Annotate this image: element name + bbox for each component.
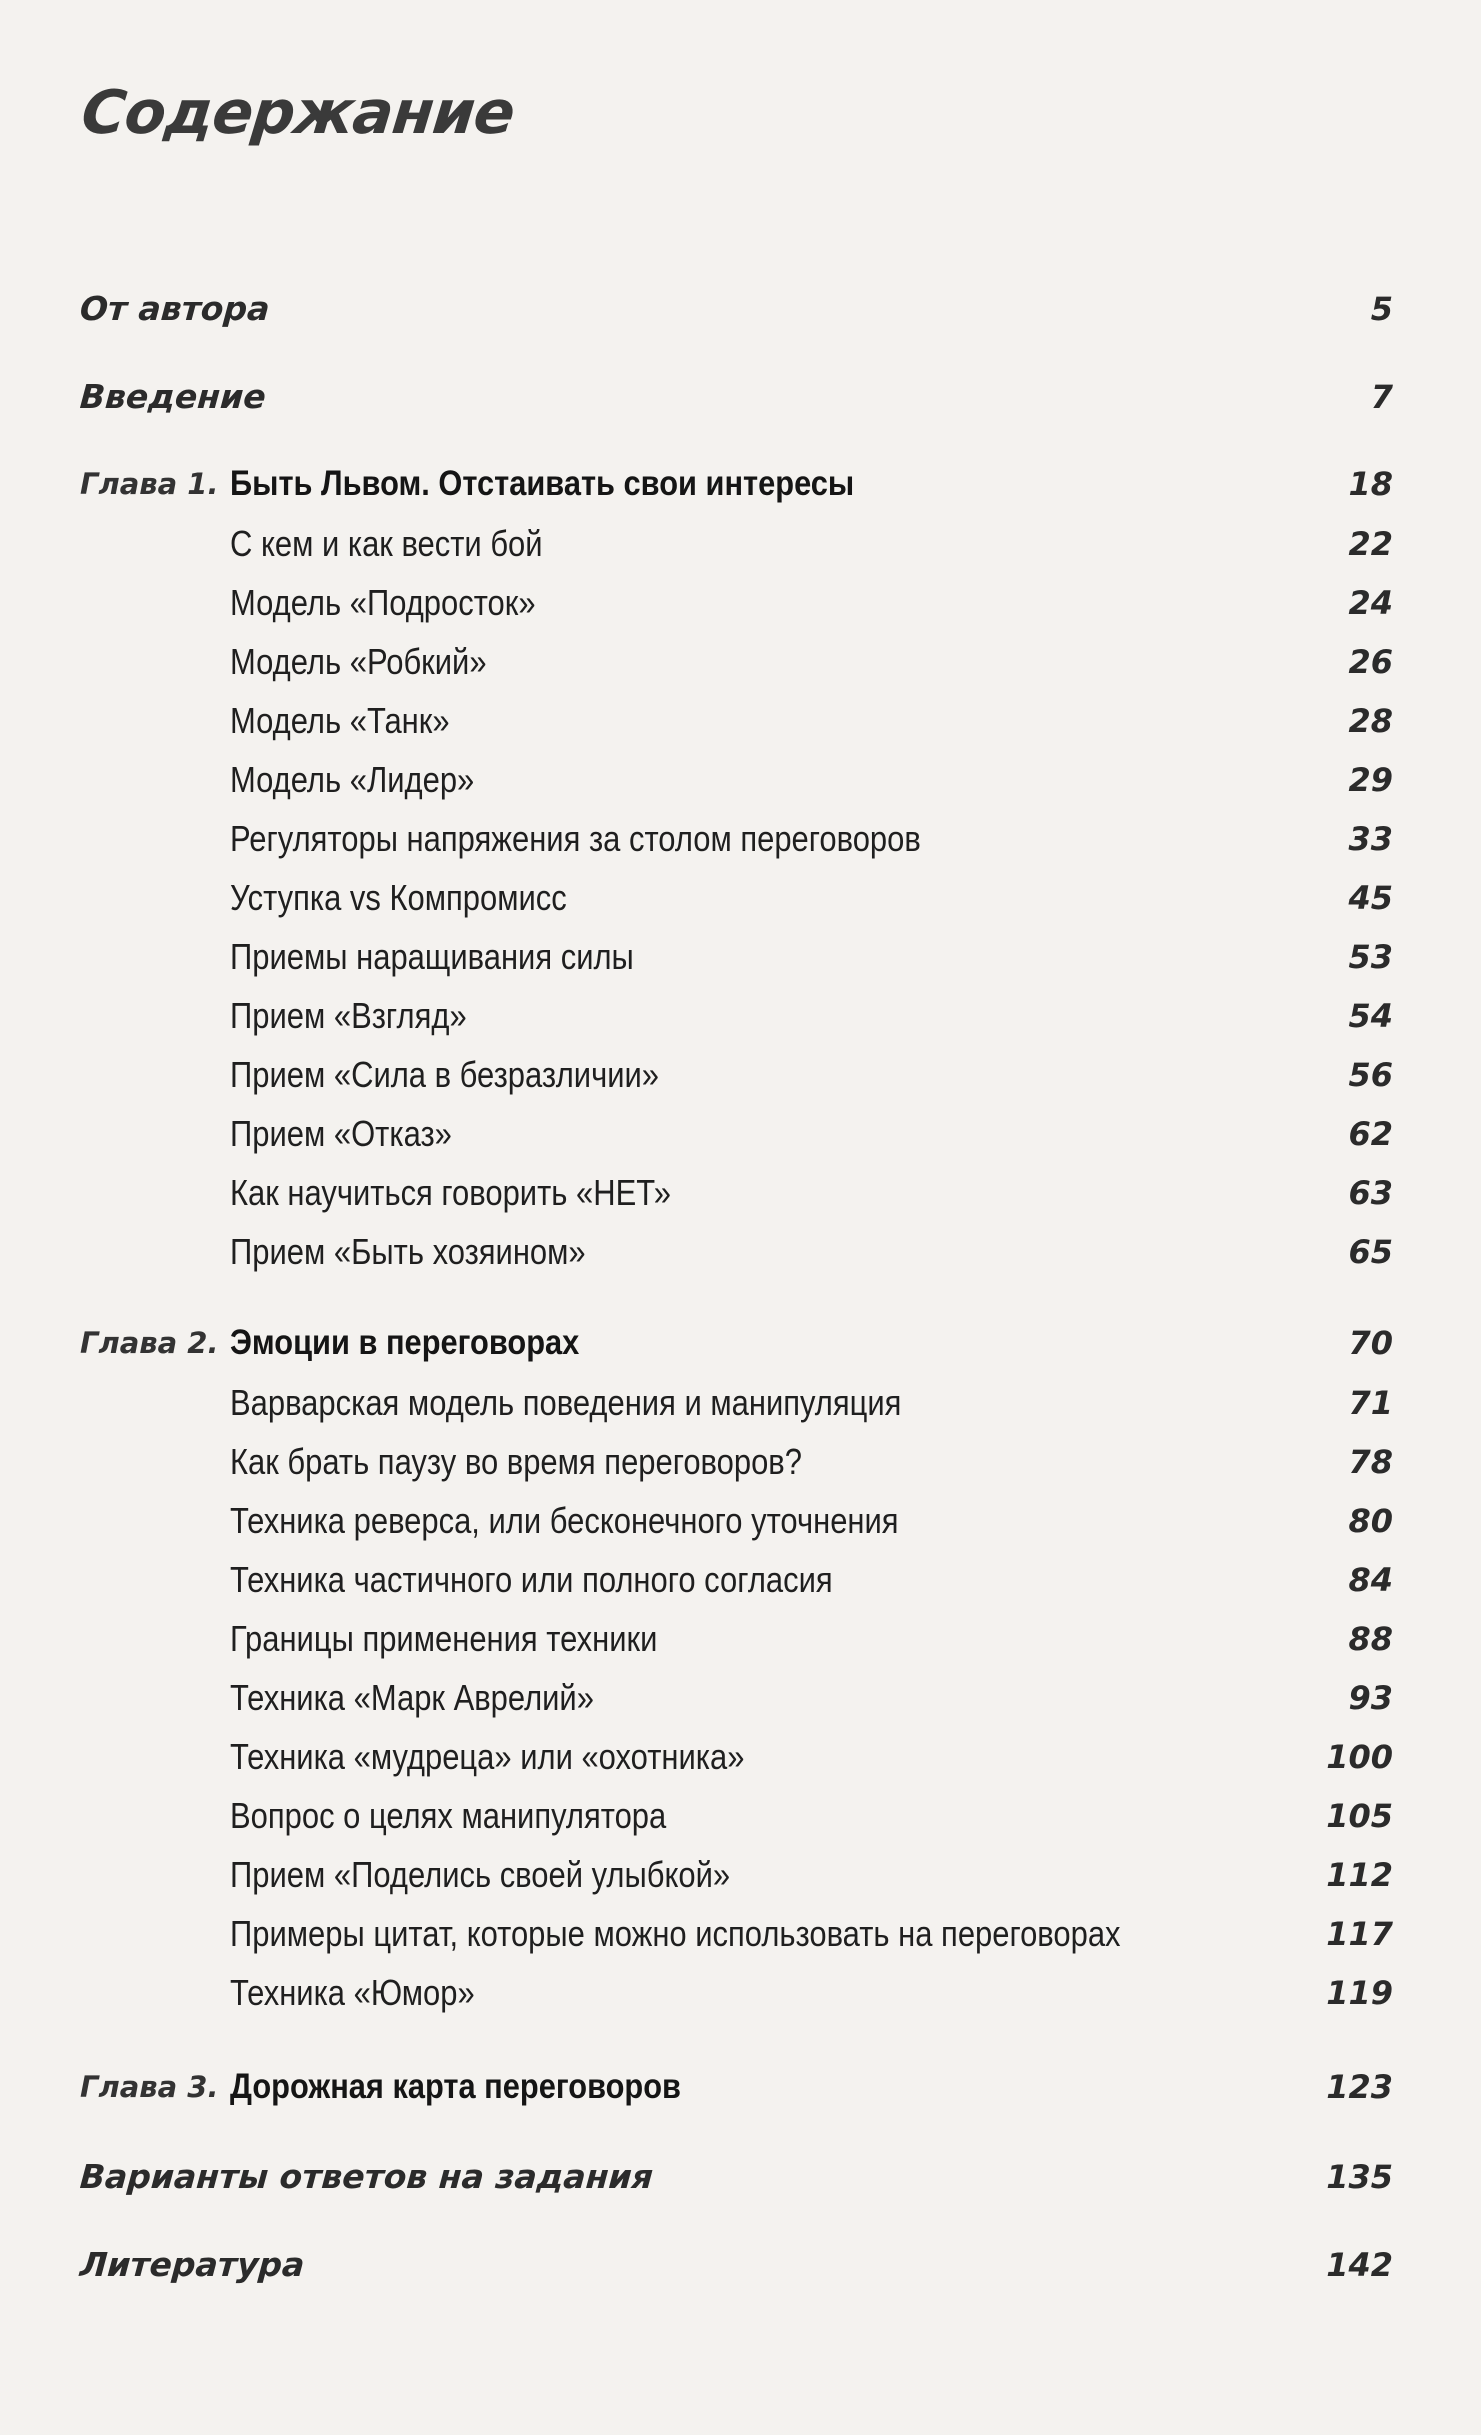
entry-label: Введение	[78, 377, 268, 416]
chapter-prefix: Глава 3.	[80, 2070, 219, 2104]
toc-section-entry[interactable]	[0, 1728, 1481, 1786]
toc-section-entry[interactable]	[0, 1105, 1481, 1163]
section-label: Прием «Сила в безразличии»	[230, 1054, 660, 1095]
section-page: 71	[1348, 1384, 1393, 1422]
toc-section-entry[interactable]	[0, 987, 1481, 1045]
chapter-prefix: Глава 1.	[80, 467, 219, 501]
toc-section-entry[interactable]	[0, 810, 1481, 868]
entry-label: От автора	[78, 289, 271, 328]
section-page: 29	[1348, 761, 1393, 799]
section-label: Техника частичного или полного согласия	[230, 1559, 833, 1600]
section-label: Модель «Лидер»	[230, 759, 475, 800]
section-page: 84	[1348, 1561, 1393, 1599]
toc-section-entry[interactable]	[0, 1374, 1481, 1432]
chapter-title: Эмоции в переговорах	[230, 1323, 580, 1362]
toc-section-entry[interactable]	[0, 751, 1481, 809]
chapter-page: 70	[1348, 1324, 1393, 1362]
section-page: 117	[1326, 1915, 1393, 1953]
section-page: 33	[1348, 820, 1393, 858]
section-label: Примеры цитат, которые можно использовать на переговорах	[230, 1913, 1121, 1954]
section-page: 28	[1348, 702, 1393, 740]
section-page: 78	[1348, 1443, 1393, 1481]
toc-section-entry[interactable]	[0, 1787, 1481, 1845]
section-label: Техника «Юмор»	[230, 1972, 475, 2013]
section-label: Модель «Подросток»	[230, 582, 536, 623]
section-page: 100	[1326, 1738, 1393, 1776]
toc-section-entry[interactable]	[0, 1551, 1481, 1609]
entry-page: 5	[1370, 290, 1393, 328]
entry-label: Литература	[78, 2245, 306, 2284]
toc-section-entry[interactable]	[0, 1164, 1481, 1222]
toc-section-entry[interactable]	[0, 1669, 1481, 1727]
toc-section-entry[interactable]	[0, 574, 1481, 632]
chapter-title: Быть Львом. Отстаивать свои интересы	[230, 464, 855, 503]
toc-chapter-1[interactable]	[0, 455, 1481, 513]
toc-entry-author[interactable]	[0, 280, 1481, 338]
section-label: Модель «Танк»	[230, 700, 450, 741]
section-label: Регуляторы напряжения за столом переговоров	[230, 818, 921, 859]
section-label: С кем и как вести бой	[230, 523, 543, 564]
toc-entry-intro[interactable]	[0, 368, 1481, 426]
toc-chapter-2[interactable]	[0, 1314, 1481, 1372]
chapter-title: Дорожная карта переговоров	[230, 2067, 681, 2106]
chapter-page: 123	[1326, 2068, 1393, 2106]
entry-page: 142	[1326, 2246, 1393, 2284]
section-label: Как брать паузу во время переговоров?	[230, 1441, 802, 1482]
toc-entry-answers[interactable]	[0, 2148, 1481, 2206]
entry-label: Варианты ответов на задания	[78, 2157, 655, 2196]
toc-section-entry[interactable]	[0, 1610, 1481, 1668]
chapter-prefix: Глава 2.	[80, 1326, 219, 1360]
section-label: Прием «Поделись своей улыбкой»	[230, 1854, 731, 1895]
toc-section-entry[interactable]	[0, 928, 1481, 986]
section-page: 63	[1348, 1174, 1393, 1212]
toc-entry-literature[interactable]	[0, 2236, 1481, 2294]
section-label: Техника «Марк Аврелий»	[230, 1677, 594, 1718]
section-label: Приемы наращивания силы	[230, 936, 634, 977]
section-label: Техника «мудреца» или «охотника»	[230, 1736, 745, 1777]
section-label: Варварская модель поведения и манипуляция	[230, 1382, 902, 1423]
section-label: Уступка vs Компромисс	[230, 877, 567, 918]
section-label: Границы применения техники	[230, 1618, 658, 1659]
section-page: 62	[1348, 1115, 1393, 1153]
entry-page: 135	[1326, 2158, 1393, 2196]
section-page: 53	[1348, 938, 1393, 976]
section-page: 88	[1348, 1620, 1393, 1658]
section-page: 54	[1348, 997, 1393, 1035]
section-label: Как научиться говорить «НЕТ»	[230, 1172, 672, 1213]
toc-section-entry[interactable]	[0, 515, 1481, 573]
entry-page: 7	[1370, 378, 1393, 416]
section-label: Прием «Взгляд»	[230, 995, 467, 1036]
page-title: Содержание	[78, 78, 518, 148]
section-label: Прием «Быть хозяином»	[230, 1231, 586, 1272]
toc-section-entry[interactable]	[0, 633, 1481, 691]
toc-section-entry[interactable]	[0, 1223, 1481, 1281]
section-page: 24	[1348, 584, 1393, 622]
section-label: Прием «Отказ»	[230, 1113, 452, 1154]
section-page: 45	[1348, 879, 1393, 917]
section-page: 93	[1348, 1679, 1393, 1717]
toc-section-entry[interactable]	[0, 1433, 1481, 1491]
section-page: 22	[1348, 525, 1393, 563]
section-page: 112	[1326, 1856, 1393, 1894]
section-page: 105	[1326, 1797, 1393, 1835]
section-page: 65	[1348, 1233, 1393, 1271]
section-label: Вопрос о целях манипулятора	[230, 1795, 667, 1836]
toc-section-entry[interactable]	[0, 1046, 1481, 1104]
toc-chapter-3[interactable]	[0, 2058, 1481, 2116]
toc-section-entry[interactable]	[0, 1905, 1481, 1963]
toc-section-entry[interactable]	[0, 1492, 1481, 1550]
toc-section-entry[interactable]	[0, 692, 1481, 750]
section-page: 80	[1348, 1502, 1393, 1540]
section-label: Техника реверса, или бесконечного уточнения	[230, 1500, 899, 1541]
toc-section-entry[interactable]	[0, 1846, 1481, 1904]
toc-section-entry[interactable]	[0, 1964, 1481, 2022]
section-page: 119	[1326, 1974, 1393, 2012]
chapter-page: 18	[1348, 465, 1393, 503]
section-label: Модель «Робкий»	[230, 641, 487, 682]
section-page: 26	[1348, 643, 1393, 681]
toc-section-entry[interactable]	[0, 869, 1481, 927]
section-page: 56	[1348, 1056, 1393, 1094]
